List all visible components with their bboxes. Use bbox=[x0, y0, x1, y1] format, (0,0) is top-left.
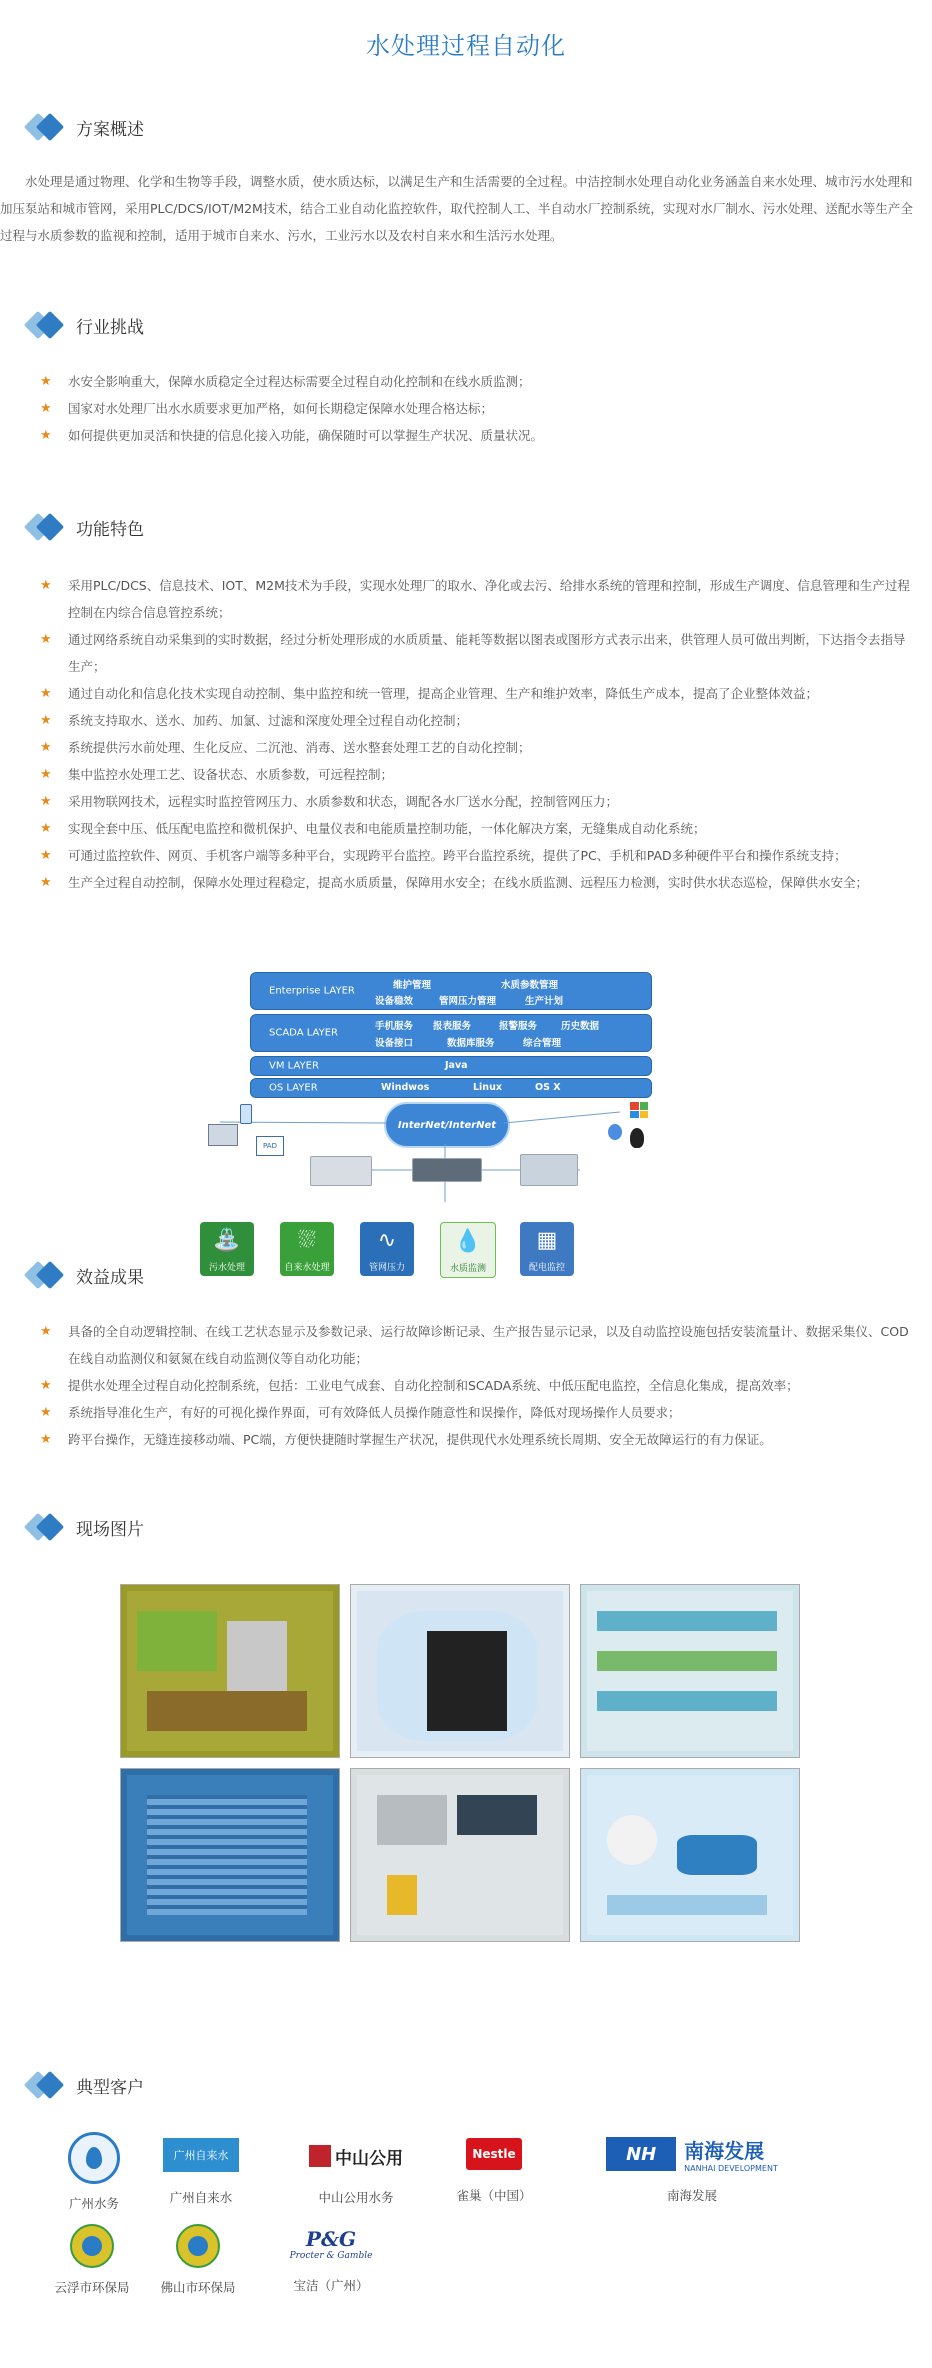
app-water-quality: 💧 水质监测 bbox=[440, 1222, 496, 1278]
star-icon: ★ bbox=[40, 686, 52, 701]
vm-layer: VM LAYER Java bbox=[250, 1056, 652, 1076]
diamond-icon bbox=[24, 1512, 70, 1542]
section-header-challenges bbox=[24, 308, 144, 342]
challenges-list bbox=[40, 368, 910, 449]
star-icon: ★ bbox=[40, 578, 52, 593]
client-foshan-epb: 佛山市环保局 bbox=[148, 2224, 248, 2296]
section-title: 效益成果 bbox=[76, 1267, 144, 1288]
windows-icon bbox=[630, 1102, 648, 1118]
guangzhou-tapwater-logo: 广州自来水 bbox=[163, 2138, 239, 2172]
section-title: 功能特色 bbox=[76, 519, 144, 540]
section-title: 典型客户 bbox=[76, 2077, 144, 2098]
plc-device-icon bbox=[310, 1156, 372, 1186]
benefits-list bbox=[40, 1318, 910, 1453]
apple-icon bbox=[608, 1124, 622, 1140]
section-title: 方案概述 bbox=[76, 119, 144, 140]
pad-icon: PAD bbox=[256, 1136, 284, 1156]
star-icon: ★ bbox=[40, 848, 52, 863]
star-icon: ★ bbox=[40, 767, 52, 782]
section-header-benefits bbox=[24, 1258, 144, 1292]
list-item: ★ 生产全过程自动控制，保障水处理过程稳定，提高水质质量，保障用水安全；在线水质监测、远程压力检测，实时供水状态巡检，保障供水安全； bbox=[40, 869, 910, 896]
site-photo bbox=[120, 1768, 340, 1942]
list-item: ★ 实现全套中压、低压配电监控和微机保护、电量仪表和电能质量控制功能，一体化解决方案，无缝集成自动化系统； bbox=[40, 815, 910, 842]
star-icon: ★ bbox=[40, 632, 52, 647]
site-photo bbox=[350, 1768, 570, 1942]
list-item: ★ 采用PLC/DCS、信息技术、IOT、M2M技术为手段，实现水处理厂的取水、净化或去污、给排水系统的管理和控制，形成生产调度、信息管理和生产过程控制在内综合信息管控系统； bbox=[40, 572, 910, 626]
list-item: ★ 系统支持取水、送水、加药、加氯、过滤和深度处理全过程自动化控制； bbox=[40, 707, 910, 734]
list-item: ★ 可通过监控软件、网页、手机客户端等多种平台，实现跨平台监控。跨平台监控系统，提供了PC、手机和PAD多种硬件平台和操作系统支持； bbox=[40, 842, 910, 869]
zpug-mark-icon bbox=[309, 2145, 331, 2167]
features-list bbox=[40, 572, 910, 896]
site-photo bbox=[350, 1584, 570, 1758]
client-guangzhou-tapwater: 广州自来水 广州自来水 bbox=[156, 2132, 246, 2206]
star-icon: ★ bbox=[40, 875, 52, 890]
section-header-overview bbox=[24, 110, 144, 144]
client-nestle: Nestle 雀巢（中国） bbox=[444, 2132, 544, 2204]
app-tapwater: ⛆ 自来水处理 bbox=[280, 1222, 334, 1276]
client-pg: P&G Procter & Gamble 宝洁（广州） bbox=[276, 2222, 386, 2294]
site-photo bbox=[580, 1768, 800, 1942]
diamond-icon bbox=[24, 310, 70, 340]
list-item: ★ 提供水处理全过程自动化控制系统，包括：工业电气成套、自动化控制和SCADA系统、中低压配电监控，全信息化集成，提高效率； bbox=[40, 1372, 910, 1399]
os-layer: OS LAYER Windwos Linux OS X bbox=[250, 1078, 652, 1098]
list-item: ★ 国家对水处理厂出水水质要求更加严格，如何长期稳定保障水处理合格达标； bbox=[40, 395, 910, 422]
section-header-features bbox=[24, 510, 144, 544]
overview-text: 水处理是通过物理、化学和生物等手段，调整水质，使水质达标，以满足生产和生活需要的全过程。中洁控制水处理自动化业务涵盖自来水处理、城市污水处理和加压泵站和城市管网，采用PLC/DCS/IOT/M2M技术，结合工业自动化监控软件，取代控制人工、半自动水厂控制系统，实现对水厂制水、污水处理、送配水等生产全过程与水质参数的监视和控制，适用于城市自来水、污水，工业污水以及农村自来水和生活污水处理。 bbox=[0, 174, 913, 243]
section-header-clients bbox=[24, 2068, 144, 2102]
nanhai-logo: NH 南海发展 NANHAI DEVELOPMENT bbox=[582, 2132, 802, 2176]
section-title: 现场图片 bbox=[76, 1519, 144, 1540]
water-drop-icon: 💧 bbox=[454, 1229, 482, 1254]
list-item: ★ 系统提供污水前处理、生化反应、二沉池、消毒、送水整套处理工艺的自动化控制； bbox=[40, 734, 910, 761]
section-title: 行业挑战 bbox=[76, 317, 144, 338]
diamond-icon bbox=[24, 512, 70, 542]
client-yunfu-epb: 云浮市环保局 bbox=[42, 2224, 142, 2296]
site-photo bbox=[580, 1584, 800, 1758]
star-icon: ★ bbox=[40, 401, 52, 416]
architecture-diagram bbox=[200, 962, 700, 1282]
list-item: ★ 通过网络系统自动采集到的实时数据，经过分析处理形成的水质质量、能耗等数据以图表或图形方式表示出来，供管理人员可做出判断，下达指令去指导生产； bbox=[40, 626, 910, 680]
internet-cloud: InterNet/InterNet bbox=[384, 1102, 510, 1148]
star-icon: ★ bbox=[40, 1324, 52, 1339]
star-icon: ★ bbox=[40, 794, 52, 809]
io-module-icon bbox=[412, 1158, 482, 1182]
client-nanhai: NH 南海发展 NANHAI DEVELOPMENT 南海发展 bbox=[582, 2132, 802, 2204]
laptop-icon bbox=[208, 1124, 238, 1146]
page-title: 水处理过程自动化 bbox=[366, 32, 566, 60]
section-header-photos bbox=[24, 1510, 144, 1544]
star-icon: ★ bbox=[40, 821, 52, 836]
list-item: ★ 通过自动化和信息化技术实现自动控制、集中监控和统一管理，提高企业管理、生产和维护效率，降低生产成本，提高了企业整体效益； bbox=[40, 680, 910, 707]
star-icon: ★ bbox=[40, 374, 52, 389]
nanhai-mark-icon: NH bbox=[606, 2137, 676, 2171]
diamond-icon bbox=[24, 112, 70, 142]
nestle-logo: Nestle bbox=[466, 2138, 522, 2170]
client-zhongshan-water: 中山公用 中山公用水务 bbox=[296, 2132, 416, 2206]
pipe-icon: ∿ bbox=[377, 1228, 397, 1253]
emblem-icon bbox=[70, 2224, 114, 2268]
list-item: ★ 水安全影响重大，保障水质稳定全过程达标需要全过程自动化控制和在线水质监测； bbox=[40, 368, 910, 395]
star-icon: ★ bbox=[40, 1378, 52, 1393]
diamond-icon bbox=[24, 1260, 70, 1290]
emblem-icon bbox=[176, 2224, 220, 2268]
scada-layer: SCADA LAYER 手机服务 报表服务 报警服务 历史数据 设备接口 数据库服务 综合管理 bbox=[250, 1014, 652, 1052]
water-drop-icon bbox=[68, 2132, 120, 2184]
pg-logo: P&G Procter & Gamble bbox=[289, 2227, 373, 2261]
star-icon: ★ bbox=[40, 740, 52, 755]
star-icon: ★ bbox=[40, 1405, 52, 1420]
list-item: ★ 跨平台操作，无缝连接移动端、PC端，方便快捷随时掌握生产状况，提供现代水处理系统长周期、安全无故障运行的有力保证。 bbox=[40, 1426, 910, 1453]
diamond-icon bbox=[24, 2070, 70, 2100]
phone-icon bbox=[240, 1104, 252, 1124]
star-icon: ★ bbox=[40, 1432, 52, 1447]
app-power-monitor: ▦ 配电监控 bbox=[520, 1222, 574, 1276]
list-item: ★ 采用物联网技术，远程实时监控管网压力、水质参数和状态，调配各水厂送水分配，控制管网压力； bbox=[40, 788, 910, 815]
dashboard-icon: ▦ bbox=[536, 1228, 558, 1253]
star-icon: ★ bbox=[40, 428, 52, 443]
tap-icon: ⛲ bbox=[213, 1228, 241, 1253]
enterprise-layer: Enterprise LAYER 维护管理 水质参数管理 设备稳效 管网压力管理 生产计划 bbox=[250, 972, 652, 1010]
list-item: ★ 具备的全自动逻辑控制、在线工艺状态显示及参数记录、运行故障诊断记录、生产报告显示记录，以及自动监控设施包括安装流量计、数据采集仪、COD在线自动监测仪和氨氮在线自动监测仪等自动化功能； bbox=[40, 1318, 910, 1372]
zhongshan-logo: 中山公用 bbox=[296, 2136, 416, 2176]
list-item: ★ 如何提供更加灵活和快捷的信息化接入功能，确保随时可以掌握生产状况、质量状况。 bbox=[40, 422, 910, 449]
client-guangzhou-water: 广州水务 bbox=[54, 2132, 134, 2212]
list-item: ★ 系统指导准化生产，有好的可视化操作界面，可有效降低人员操作随意性和误操作，降低对现场操作人员要求； bbox=[40, 1399, 910, 1426]
star-icon: ★ bbox=[40, 713, 52, 728]
app-pipe-pressure: ∿ 管网压力 bbox=[360, 1222, 414, 1276]
linux-icon bbox=[630, 1128, 644, 1148]
site-photo bbox=[120, 1584, 340, 1758]
app-wastewater: ⛲ 污水处理 bbox=[200, 1222, 254, 1276]
hmi-panel-icon bbox=[520, 1154, 578, 1186]
list-item: ★ 集中监控水处理工艺、设备状态、水质参数，可远程控制； bbox=[40, 761, 910, 788]
faucet-icon: ⛆ bbox=[298, 1228, 316, 1253]
